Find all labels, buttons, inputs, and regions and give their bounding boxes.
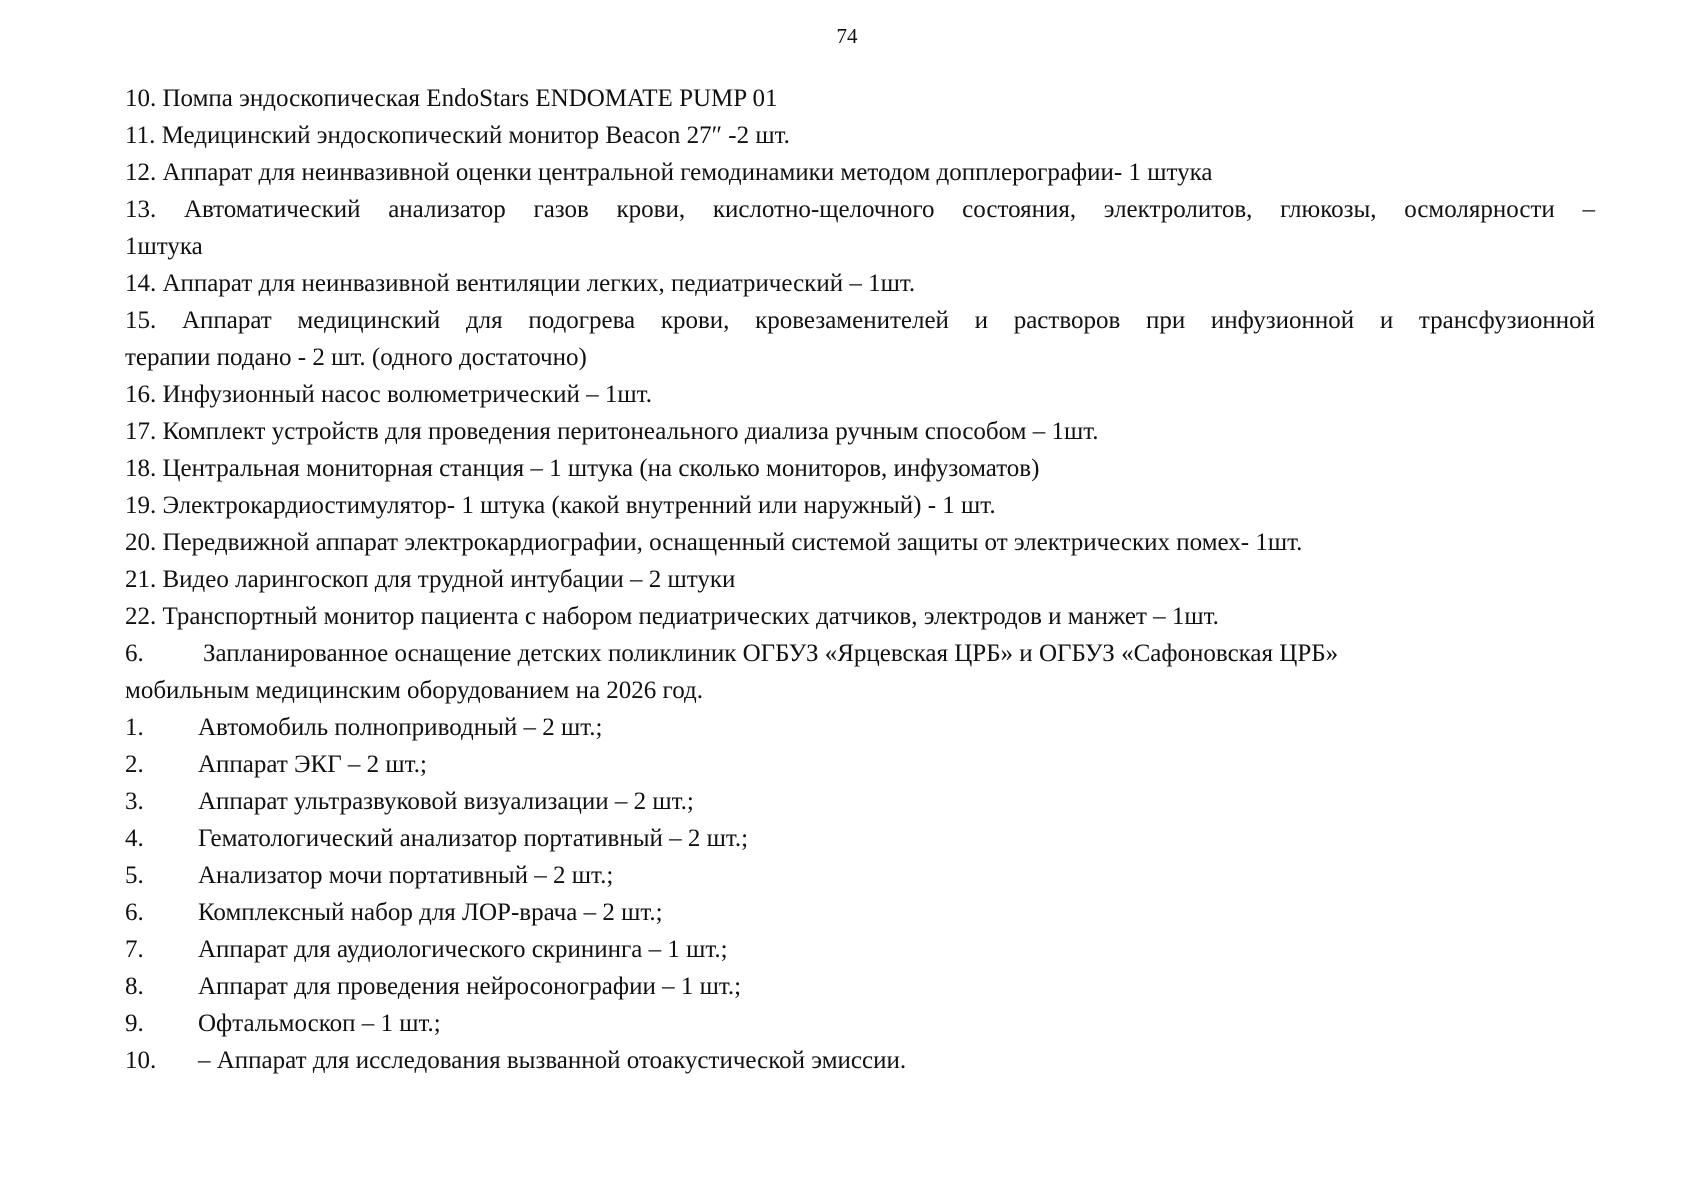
list-number: 9.	[125, 1010, 144, 1037]
list-item-18: 18. Центральная мониторная станция – 1 штука (на сколько мониторов, инфузоматов)	[125, 455, 1040, 482]
mobile-list-item	[125, 931, 1595, 968]
mobile-list-item	[125, 894, 1595, 931]
list-item-13-line2: 1штука	[125, 233, 203, 260]
mobile-list-item	[125, 968, 1595, 1005]
section-number: 6.	[125, 640, 144, 667]
list-item-19: 19. Электрокардиостимулятор- 1 штука (какой внутренний или наружный) - 1 шт.	[125, 492, 996, 519]
section-title-line2: мобильным медицинским оборудованием на 2026 год.	[125, 677, 703, 704]
mobile-list-item	[125, 1005, 1595, 1042]
list-number: 3.	[125, 788, 144, 815]
mobile-list-item	[125, 820, 1595, 857]
section-title-line1: Запланированное оснащение детских поликлиник ОГБУЗ «Ярцевская ЦРБ» и ОГБУЗ «Сафоновская ЦРБ»	[203, 640, 1339, 667]
list-item-16: 16. Инфузионный насос волюметрический – 1шт.	[125, 381, 652, 408]
list-item-21: 21. Видео ларингоскоп для трудной интубации – 2 штуки	[125, 566, 736, 593]
list-number: 5.	[125, 862, 144, 889]
list-text: Аппарат для проведения нейросонографии – 1 шт.;	[198, 973, 742, 1000]
document-body	[125, 80, 1595, 1079]
mobile-list-item	[125, 783, 1595, 820]
list-item-12: 12. Аппарат для неинвазивной оценки центральной гемодинамики методом допплерографии- 1 штука	[125, 159, 1213, 186]
list-text: Гематологический анализатор портативный – 2 шт.;	[198, 825, 749, 852]
mobile-list-item	[125, 1042, 1595, 1079]
list-text: Анализатор мочи портативный – 2 шт.;	[198, 862, 614, 889]
list-item-14: 14. Аппарат для неинвазивной вентиляции легких, педиатрический – 1шт.	[125, 270, 916, 297]
list-item-15-line2: терапии подано - 2 шт. (одного достаточно)	[125, 344, 587, 371]
list-number: 6.	[125, 899, 144, 926]
list-text: – Аппарат для исследования вызванной отоакустической эмиссии.	[198, 1047, 907, 1074]
list-item-15-line1: 15. Аппарат медицинский для подогрева крови, кровезаменителей и растворов при инфузионной и трансфузионной	[125, 307, 1595, 334]
list-text: Аппарат для аудиологического скрининга – 1 шт.;	[198, 936, 728, 963]
list-number: 4.	[125, 825, 144, 852]
list-number: 8.	[125, 973, 144, 1000]
section-6-heading	[125, 635, 1595, 672]
list-item-17: 17. Комплект устройств для проведения перитонеального диализа ручным способом – 1шт.	[125, 418, 1099, 445]
list-text: Комплексный набор для ЛОР-врача – 2 шт.;	[198, 899, 663, 926]
list-text: Аппарат ультразвуковой визуализации – 2 шт.;	[198, 788, 694, 815]
mobile-list-item	[125, 709, 1595, 746]
list-number: 7.	[125, 936, 144, 963]
mobile-list-item	[125, 857, 1595, 894]
list-item-20: 20. Передвижной аппарат электрокардиографии, оснащенный системой защиты от электрических помех- 1шт.	[125, 529, 1303, 556]
list-item-10: 10. Помпа эндоскопическая EndoStars ENDOMATE PUMP 01	[125, 85, 778, 112]
list-item-13-line1: 13. Автоматический анализатор газов крови, кислотно-щелочного состояния, электролитов, глюкозы, осмолярности –	[125, 196, 1595, 223]
list-text: Офтальмоскоп – 1 шт.;	[198, 1010, 441, 1037]
list-text: Автомобиль полноприводный – 2 шт.;	[198, 714, 603, 741]
page-number: 74	[836, 24, 858, 48]
list-number: 1.	[125, 714, 144, 741]
list-number: 10.	[125, 1047, 157, 1074]
mobile-list-item	[125, 746, 1595, 783]
list-item-22: 22. Транспортный монитор пациента с набором педиатрических датчиков, электродов и манжет – 1шт.	[125, 603, 1219, 630]
list-text: Аппарат ЭКГ – 2 шт.;	[198, 751, 427, 778]
list-item-11: 11. Медицинский эндоскопический монитор Beacon 27″ -2 шт.	[125, 122, 790, 149]
list-number: 2.	[125, 751, 144, 778]
